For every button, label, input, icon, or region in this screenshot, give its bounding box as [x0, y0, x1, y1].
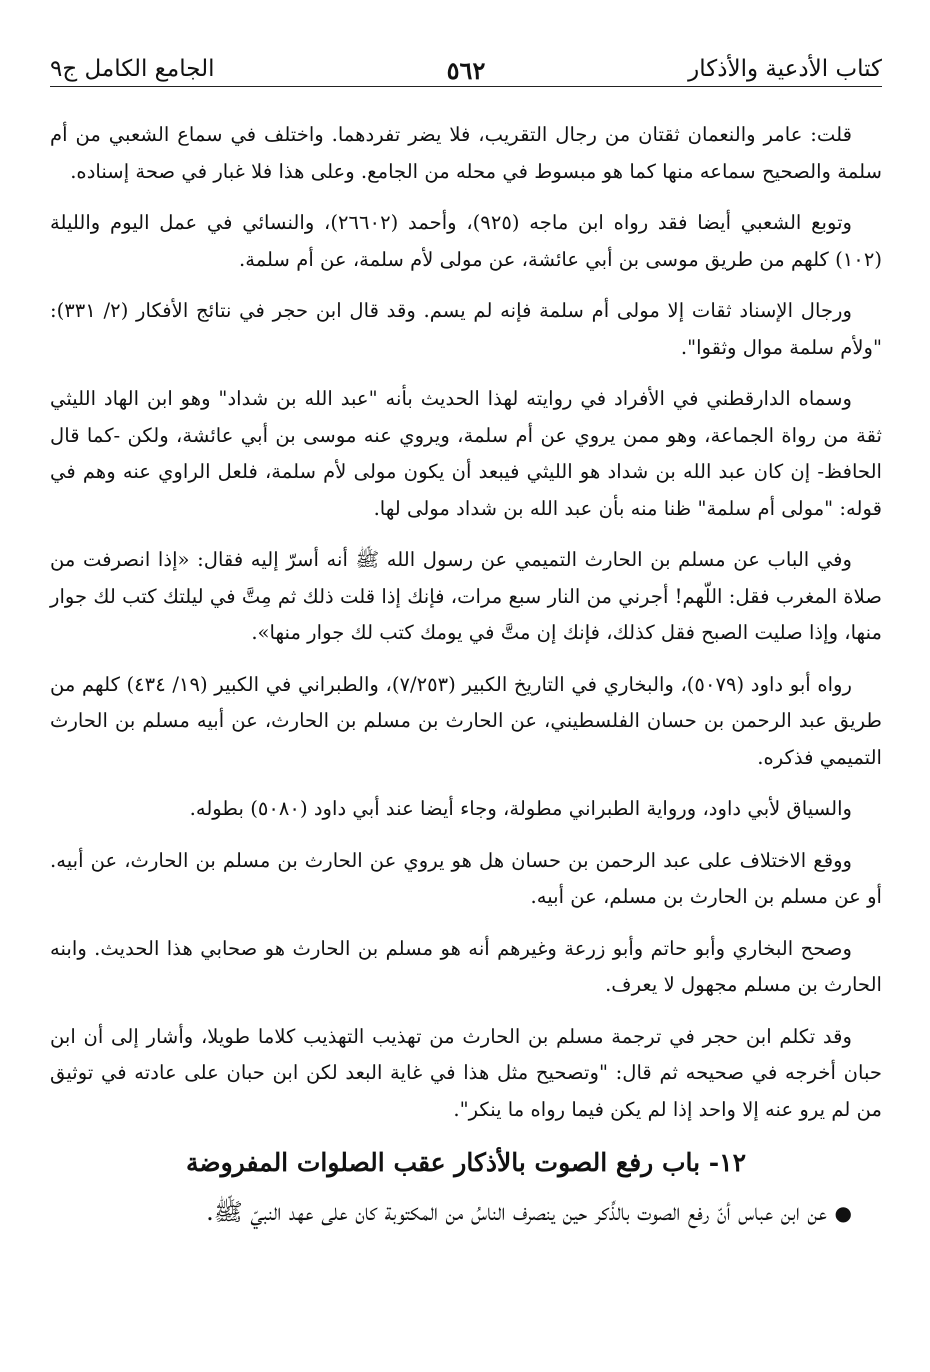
paragraph: ووقع الاختلاف على عبد الرحمن بن حسان هل هو يروي عن الحارث بن مسلم بن الحارث، عن أبيه. أو عن مسلم بن الحارث بن مسلم، عن أبيه. [50, 848, 882, 908]
page-number: ٥٦٢ [446, 56, 486, 85]
collection-volume: الجامع الكامل ج٩ [50, 56, 215, 82]
paragraph: رواه أبو داود (٥٠٧٩)، والبخاري في التاريخ الكبير (٧/٢٥٣)، والطبراني في الكبير (١٩/ ٤٣٤) كلهم من طريق عبد الرحمن بن حسان الفلسطيني، عن الحارث بن مسلم بن الحارث، عن أبيه مسلم بن الحارث التميمي فذكره. [50, 672, 882, 769]
hadith-body: عن ابن عباس أنّ رفع الصوت بالذِّكر حين ينصرف الناسُ من المكتوبة كان على عهد النبيّ ﷺ. [206, 1198, 827, 1226]
paragraph: ورجال الإسناد ثقات إلا مولى أم سلمة فإنه لم يسم. وقد قال ابن حجر في نتائج الأفكار (٢/ ٣٣١): "ولأم سلمة موال وثقوا". [50, 299, 882, 359]
hadith-text [50, 1189, 882, 1236]
page-body [50, 87, 882, 1236]
paragraph: وتوبع الشعبي أيضا فقد رواه ابن ماجه (٩٢٥)، وأحمد (٢٦٦٠٢)، والنسائي في عمل اليوم والليلة (١٠٢) كلهم من طريق موسى بن أبي عائشة، عن مولى لأم سلمة، عن أم سلمة. [50, 211, 882, 271]
paragraph: وصحح البخاري وأبو حاتم وأبو زرعة وغيرهم أنه هو مسلم بن الحارث هو صحابي هذا الحديث. وابنه الحارث بن مسلم مجهول لا يعرف. [50, 936, 882, 996]
paragraph: والسياق لأبي داود، ورواية الطبراني مطولة، وجاء أيضا عند أبي داود (٥٠٨٠) بطوله. [189, 797, 852, 820]
chapter-title: ١٢- باب رفع الصوت بالأذكار عقب الصلوات المفروضة [185, 1148, 747, 1177]
bullet-icon: ● [834, 1201, 852, 1225]
paragraph: قلت: عامر والنعمان ثقتان من رجال التقريب، فلا يضر تفردهما. واختلف في سماع الشعبي من أم سلمة والصحيح سماعه منها كما هو مبسوط في محله من الجامع. وعلى هذا فلا غبار في صحة إسناده. [50, 123, 882, 183]
paragraph: وسماه الدارقطني في الأفراد في روايته لهذا الحديث بأنه "عبد الله بن شداد" وهو ابن الهاد الليثي ثقة من رواة الجماعة، وهو ممن يروي عن أم سلمة، ويروي عنه موسى بن أبي عائشة، ولكن -كما قال الحافظ- إن كان عبد الله بن شداد هو الليثي فيبعد أن يكون مولى لأم سلمة، فلعل الراوي عنه وهم في قوله: "مولى أم سلمة" ظنا منه بأن عبد الله بن شداد مولى لها. [50, 387, 882, 520]
page-header [50, 0, 882, 87]
paragraph: وقد تكلم ابن حجر في ترجمة مسلم بن الحارث من تهذيب التهذيب كلاما طويلا، وأشار إلى أن ابن حبان أخرجه في صحيحه ثم قال: "وتصحيح مثل هذا في غاية البعد لكن ابن حبان على عادته في توثيق من لم يرو عنه إلا واحد إذا لم يكن فيما رواه ما ينكر". [50, 1024, 882, 1121]
book-title: كتاب الأدعية والأذكار [688, 56, 882, 82]
paragraph: وفي الباب عن مسلم بن الحارث التميمي عن رسول الله ﷺ أنه أسرّ إليه فقال: «إذا انصرفت من صلاة المغرب فقل: اللّهم! أجرني من النار سبع مرات، فإنك إذا قلت ذلك ثم مِتَّ في ليلتك كتب لك جوار منها، وإذا صليت الصبح فقل كذلك، فإنك إن متَّ في يومك كتب لك جوار منها». [50, 548, 882, 644]
